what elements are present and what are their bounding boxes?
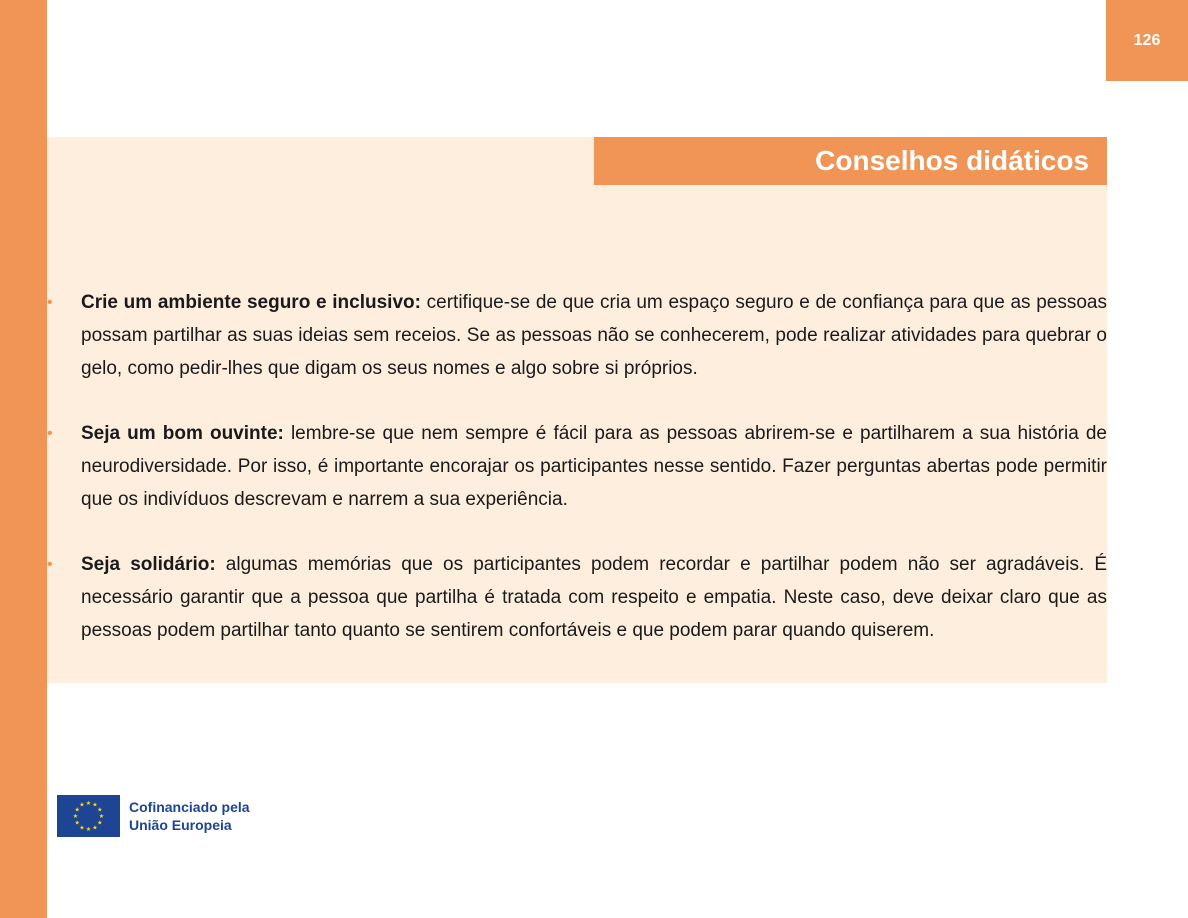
eu-logo-text xyxy=(129,798,250,834)
tip-title: Seja um bom ouvinte: xyxy=(81,423,284,444)
bullet-icon: • xyxy=(47,425,53,442)
tip-title: Seja solidário: xyxy=(81,554,216,575)
bullet-icon: • xyxy=(47,556,53,573)
eu-star-icon: ★ xyxy=(79,801,85,809)
page-number-box xyxy=(1106,0,1188,81)
eu-star-icon: ★ xyxy=(74,806,80,814)
eu-star-icon: ★ xyxy=(92,824,98,832)
eu-star-icon: ★ xyxy=(74,819,80,827)
tip-item xyxy=(47,417,1107,516)
eu-star-icon: ★ xyxy=(97,806,103,814)
eu-logo-line1: Cofinanciado pela xyxy=(129,799,250,815)
left-accent-bar xyxy=(0,0,47,918)
tip-text: lembre-se que nem sempre é fácil para as pessoas abrirem-se e partilharem a sua história de neurodiversidade. Por isso, é importante encorajar os participantes nesse sentido. Fazer perguntas abertas pode permitir que os indivíduos descrevam e narrem a sua experiência. xyxy=(81,423,1107,510)
page-number: 126 xyxy=(1133,31,1161,49)
eu-star-icon: ★ xyxy=(92,801,98,809)
eu-logo-line2: União Europeia xyxy=(129,817,232,833)
tip-item xyxy=(47,548,1108,647)
eu-star-icon: ★ xyxy=(98,813,105,820)
eu-flag-icon xyxy=(57,795,120,837)
eu-star-icon: ★ xyxy=(72,813,79,820)
eu-star-icon: ★ xyxy=(79,824,85,832)
tips-list xyxy=(47,286,1108,679)
tip-text: certifique-se de que cria um espaço seguro e de confiança para que as pessoas possam partilhar as suas ideias sem receios. Se as pessoas não se conhecerem, pode realizar atividades para quebrar o gelo, como pedir-lhes que digam os seus nomes e algo sobre si próprios. xyxy=(81,292,1107,379)
bullet-icon: • xyxy=(47,294,53,311)
tip-title: Crie um ambiente seguro e inclusivo: xyxy=(81,292,421,313)
eu-cofunding-logo xyxy=(57,795,250,837)
title-bar xyxy=(594,137,1107,185)
eu-star-icon: ★ xyxy=(85,800,92,807)
page-title: Conselhos didáticos xyxy=(815,145,1089,176)
tip-item xyxy=(47,286,1107,385)
tip-text: algumas memórias que os participantes podem recordar e partilhar podem não ser agradáveis. É necessário garantir que a pessoa que partilha é tratada com respeito e empatia. Neste caso, deve deixar claro que as pessoas podem partilhar tanto quanto se sentirem confortáveis e que podem parar quando quiserem. xyxy=(81,554,1108,641)
eu-star-icon: ★ xyxy=(85,826,92,833)
eu-star-icon: ★ xyxy=(97,819,103,827)
